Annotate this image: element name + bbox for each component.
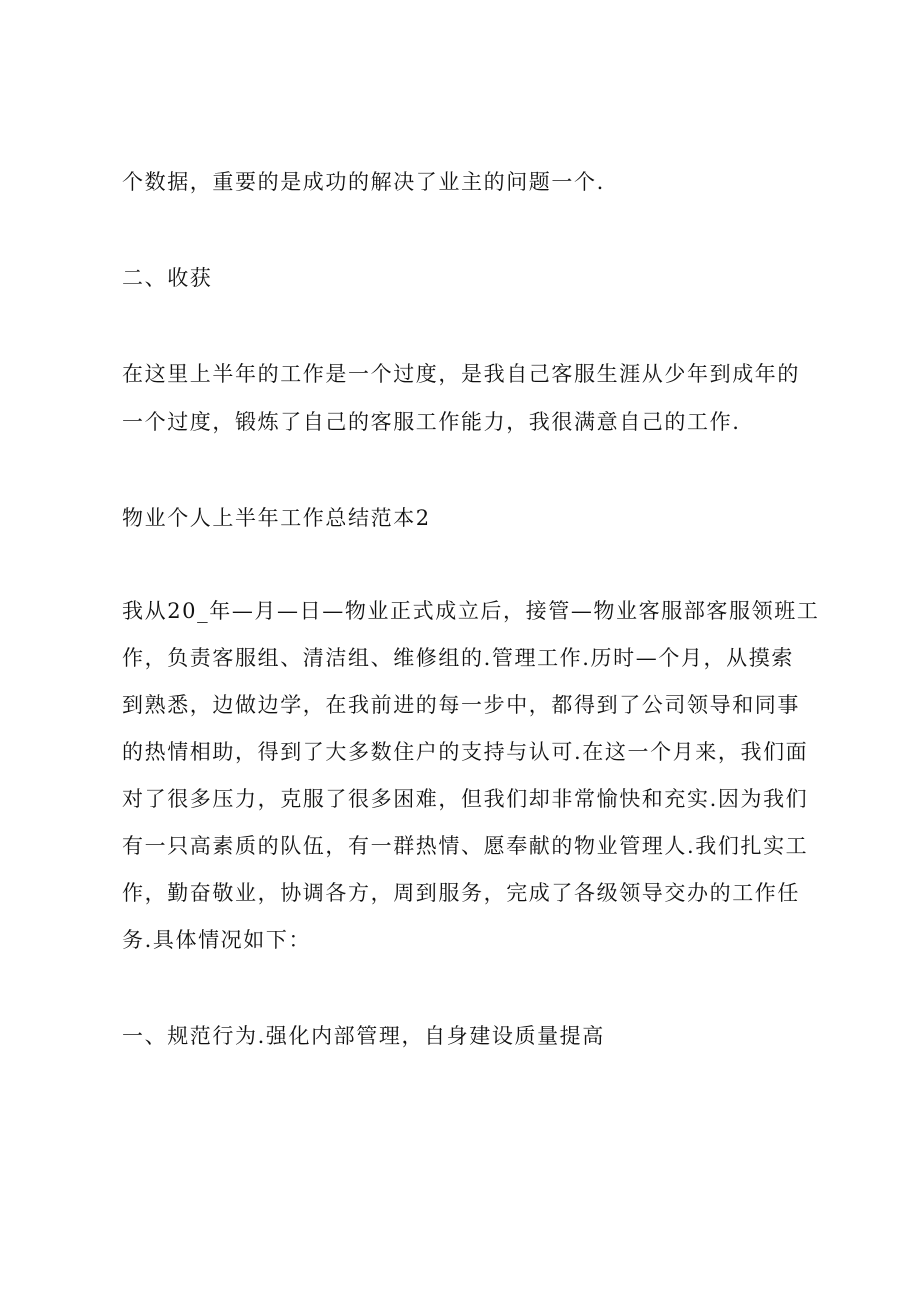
paragraph-line: 到熟悉，边做边学，在我前进的每一步中，都得到了公司领导和同事 <box>122 693 800 717</box>
paragraph-line: 作，负责客服组、清洁组、维修组的.管理工作.历时—个月，从摸索 <box>122 646 794 670</box>
section-heading-harvest: 二、收获 <box>122 266 213 290</box>
paragraph-line: 务.具体情况如下： <box>122 928 312 952</box>
paragraph-line: 我从20_年—月—日—物业正式成立后，接管—物业客服部客服领班工 <box>122 599 820 623</box>
intro-line: 个数据，重要的是成功的解决了业主的问题一个. <box>122 170 605 194</box>
section-heading-standardize: 一、规范行为.强化内部管理，自身建设质量提高 <box>122 1024 605 1048</box>
paragraph-line: 作，勤奋敬业，协调各方，周到服务，完成了各级领导交办的工作任 <box>122 881 800 905</box>
paragraph-line: 有一只高素质的队伍，有一群热情、愿奉献的物业管理人.我们扎实工 <box>122 834 809 858</box>
paragraph-line: 的热情相助，得到了大多数住户的支持与认可.在这一个月来，我们面 <box>122 740 809 764</box>
paragraph-line: 在这里上半年的工作是一个过度，是我自己客服生涯从少年到成年的 <box>122 362 800 386</box>
paragraph-line: 对了很多压力，克服了很多困难，但我们却非常愉快和充实.因为我们 <box>122 787 809 811</box>
paragraph-line: 一个过度，锻炼了自己的客服工作能力，我很满意自己的工作. <box>122 410 741 434</box>
article-title: 物业个人上半年工作总结范本2 <box>122 506 431 530</box>
